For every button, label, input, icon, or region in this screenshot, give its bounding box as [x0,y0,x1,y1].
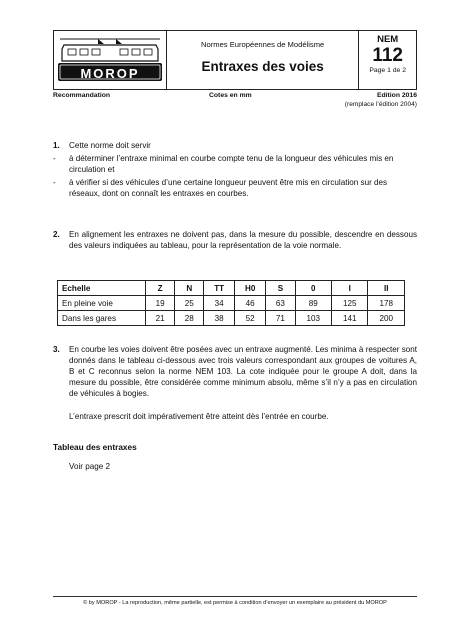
section-3 [53,344,417,399]
table-cell: 19 [146,296,175,311]
section-text: En courbe les voies doivent être posées avec un entraxe augmenté. Les minima à respecter sont donnés dans le tableau ci-dessous avec trois valeurs correspondant aux groupes de voitures A, B et C reconnus selon la norme NEM 103. La cote indiquée pour le groupe A doit, dans la mesure du possible, être considérée comme minimum absolu, même s’il n’y a pas en circulation de véhicules à bogies. [69,345,417,398]
footer-divider [53,596,417,597]
table-header: 0 [295,281,331,296]
table-cell: 71 [266,311,295,326]
title-cell [167,31,359,90]
section-text: En alignement les entraxes ne doivent pas, dans la mesure du possible, descendre en dessous des valeurs indiquées au tableau, pour la représentation de la voie normale. [69,230,417,250]
tableau-title: Tableau des entraxes [53,442,137,452]
table-header: Echelle [58,281,146,296]
table-cell: 52 [234,311,265,326]
logo-text: MOROP [80,66,140,81]
edition-label: Edition 2016 [376,92,417,99]
edition-note: (remplace l’édition 2004) [344,101,417,108]
copyright-footer: © by MOROP - La reproduction, même partielle, est permise à condition d’envoyer un exemplaire au président du MOROP [83,600,387,606]
table-row [58,311,405,326]
table-cell: 34 [204,296,235,311]
table-cell: 25 [175,296,204,311]
table-header: TT [204,281,235,296]
table-cell: 103 [295,311,331,326]
section-number: 2. [53,230,60,239]
table-header: H0 [234,281,265,296]
morop-logo [54,31,166,89]
units-label: Cotes en mm [209,92,252,99]
table-header: II [368,281,405,296]
table-cell: 28 [175,311,204,326]
table-cell: 21 [146,311,175,326]
page-indicator: Page 1 de 2 [369,67,406,74]
nem-number: 112 [372,45,403,66]
list-item: - à vérifier si des véhicules d’une certaine longueur peuvent être mis en circulation sur des réseaux, dont on connaît les entraxes en courbes. [53,177,417,199]
list-item: - à déterminer l’entraxe minimal en courbe compte tenu de la longueur des véhicules mis en circulation et [53,153,417,175]
nem-label: NEM [377,34,399,45]
table-cell: 38 [204,311,235,326]
logo-cell [54,31,167,90]
scale-spacing-table [57,280,405,326]
table-row [58,296,405,311]
list-item-text: à vérifier si des véhicules d’une certaine longueur peuvent être mis en circulation sur des réseaux, dont on connaît les entraxes en courbes. [69,178,388,198]
table-header-row [58,281,405,296]
section-note: L’entraxe prescrit doit impérativement être atteint dès l’entrée en courbe. [69,412,329,421]
table-cell: 89 [295,296,331,311]
list-item-text: à déterminer l’entraxe minimal en courbe compte tenu de la longueur des véhicules mis en circulation et [69,154,394,174]
document-title: Entraxes des voies [201,59,324,74]
section-1 [53,140,417,199]
table-cell: 200 [368,311,405,326]
table-cell: 125 [331,296,367,311]
nem-cell [359,31,417,90]
table-header: S [266,281,295,296]
table-header: Z [146,281,175,296]
table-cell: 178 [368,296,405,311]
header-table [53,30,417,90]
section-number: 1. [53,141,60,150]
table-cell: En pleine voie [58,296,146,311]
page-reference: Voir page 2 [69,462,110,471]
document-body [53,140,417,472]
table-cell: Dans les gares [58,311,146,326]
table-cell: 63 [266,296,295,311]
section-2 [53,229,417,251]
recommendation-label: Recommandation [53,92,111,99]
table-cell: 141 [331,311,367,326]
section-number: 3. [53,345,60,354]
section-text: Cette norme doit servir [69,141,151,150]
table-header: N [175,281,204,296]
standard-name: Normes Européennes de Modélisme [201,40,325,49]
table-cell: 46 [234,296,265,311]
table-header: I [331,281,367,296]
